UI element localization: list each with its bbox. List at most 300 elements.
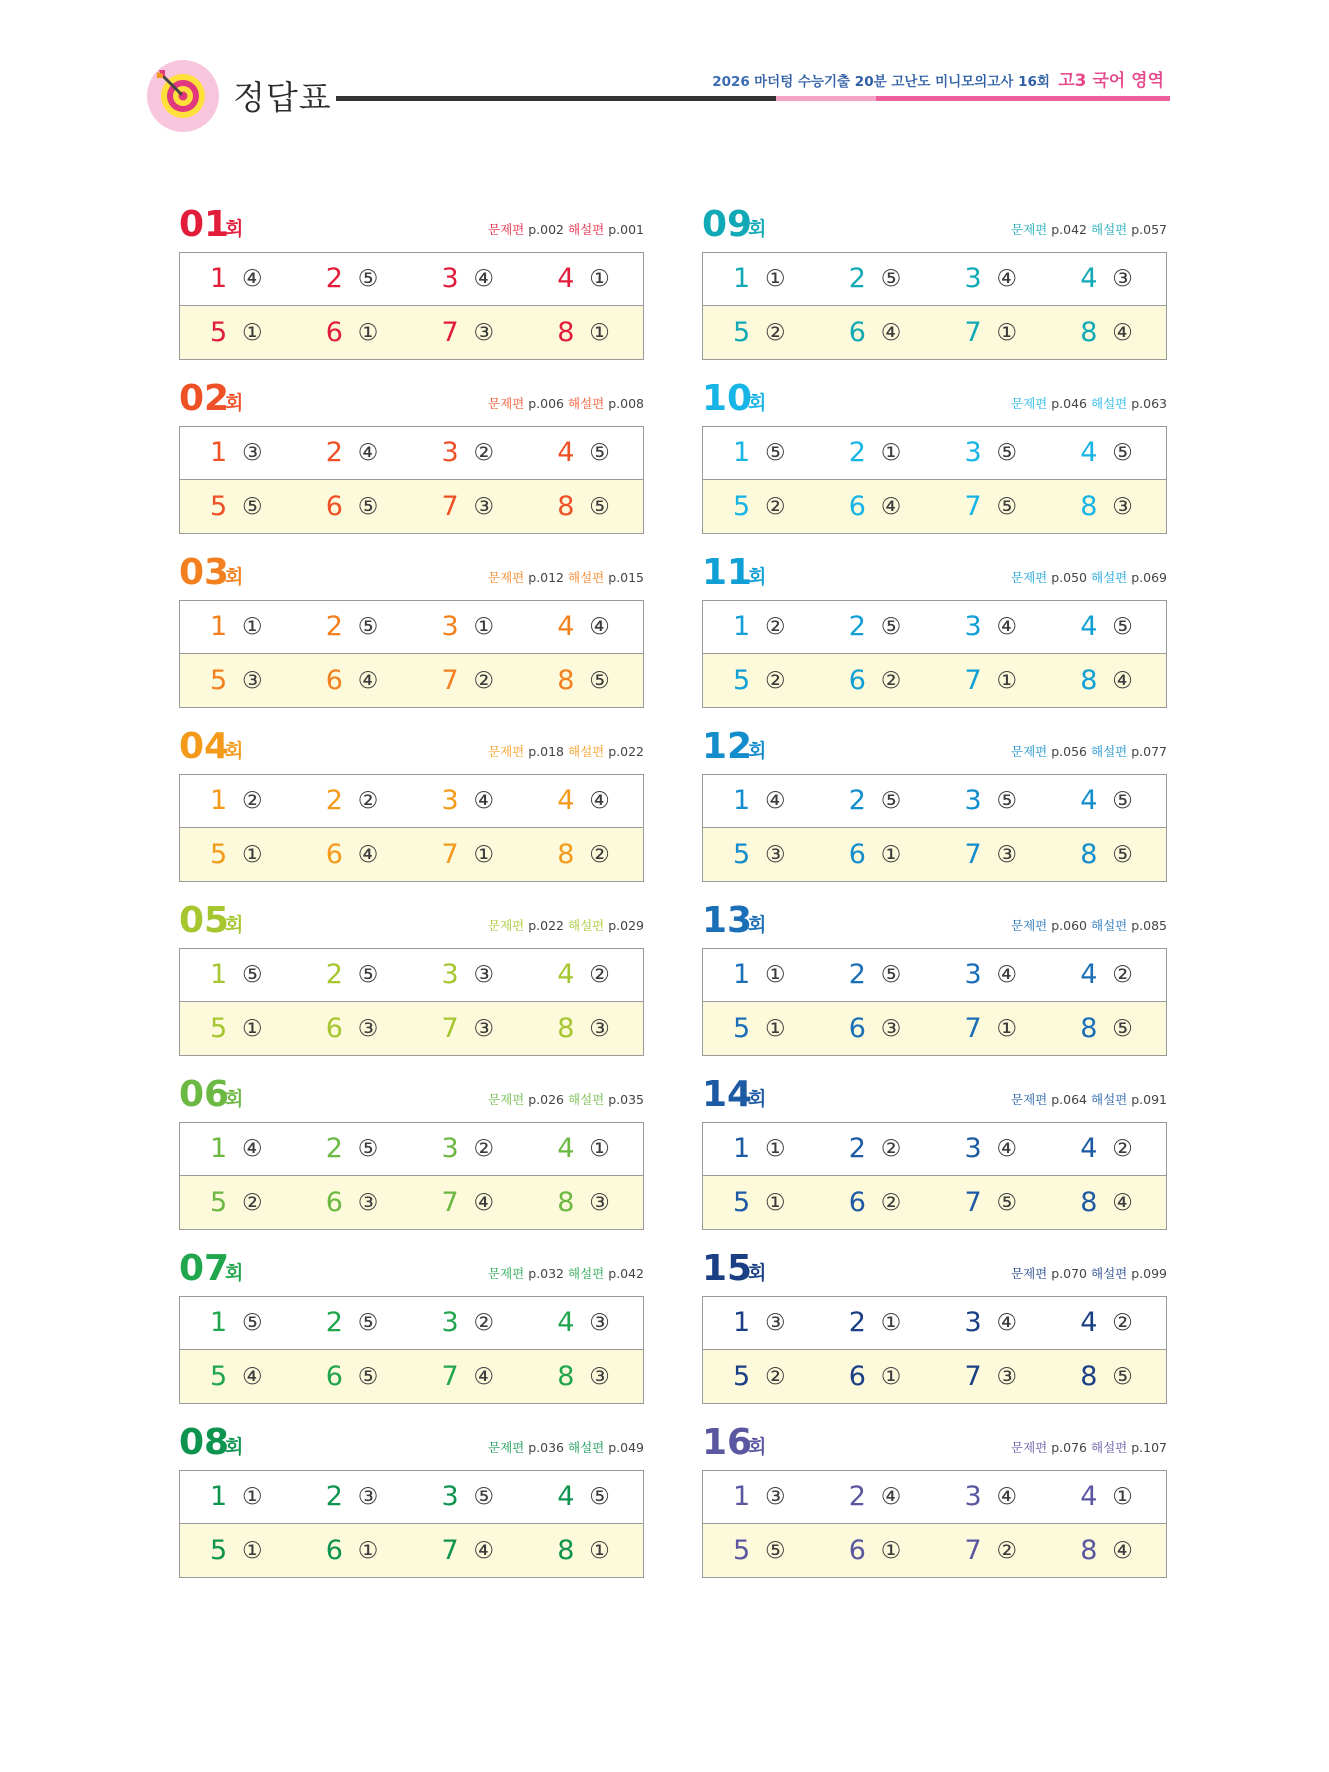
answer-choice: ③ [473,962,495,988]
answer-grid [179,1470,644,1578]
answer-choice: ② [473,1310,495,1336]
answer-choice: ① [765,1189,786,1216]
answer-cell [527,1524,643,1577]
answer-cell [296,775,412,827]
answer-row-top [180,253,643,306]
answer-cell [180,828,296,881]
answer-choice: ② [242,1189,263,1216]
answer-cell [527,1297,643,1349]
question-number: 2 [325,263,343,294]
answer-choice: ④ [242,1363,263,1390]
round-number: 06 [179,1074,230,1115]
question-number: 8 [557,664,575,696]
answer-block-header [702,1418,1167,1470]
answer-choice: ⑤ [996,493,1018,520]
answer-grid [179,948,644,1056]
question-number: 7 [441,490,459,522]
answer-grid [179,600,644,708]
answer-choice: ② [765,667,786,694]
problem-page: p.018 [528,744,565,759]
question-number: 8 [557,1360,575,1392]
answer-grid [702,252,1167,360]
question-number: 6 [848,1186,866,1218]
answer-choice: ② [765,1363,786,1390]
answer-choice: ⑤ [357,614,379,640]
round-suffix: 회 [748,392,767,414]
answer-choice: ④ [880,1484,902,1510]
answer-choice: ④ [1112,667,1133,694]
answer-choice: ① [242,1015,263,1042]
question-number: 2 [325,1133,343,1164]
problem-page: p.042 [1051,222,1088,237]
question-number: 2 [325,785,343,816]
answer-cell [1050,828,1166,881]
solution-page: p.057 [1131,222,1167,237]
question-number: 3 [964,1133,982,1164]
question-number: 1 [210,959,228,990]
page-references [1011,1090,1167,1108]
answer-cell [296,480,412,533]
question-number: 4 [1080,785,1098,816]
problem-book-label: 문제편 [488,222,525,237]
answer-cell [296,1350,412,1403]
answer-choice: ⑤ [880,614,902,640]
problem-book-label: 문제편 [1011,744,1048,759]
round-suffix: 회 [748,740,767,762]
problem-book-label: 문제편 [1011,570,1048,585]
answer-cell [703,1176,819,1229]
question-number: 7 [964,1534,982,1566]
answer-cell [1050,480,1166,533]
answer-choice: ⑤ [242,1310,263,1336]
round-number: 09 [702,204,753,245]
answer-cell [296,1297,412,1349]
question-number: 1 [733,611,751,642]
solution-page: p.091 [1131,1092,1167,1107]
round-number: 16 [702,1422,753,1463]
answer-row-bottom [180,1002,643,1055]
answer-grid [179,1122,644,1230]
answer-cell [180,1350,296,1403]
answer-row-bottom [180,1350,643,1403]
answer-cell [1050,1297,1166,1349]
answer-cell [412,1471,528,1523]
page-references [1011,742,1167,760]
answer-row-top [703,949,1166,1002]
answer-cell [527,654,643,707]
answer-choice: ① [242,319,263,346]
answer-row-bottom [180,1524,643,1577]
answer-choice: ④ [996,1484,1018,1510]
answer-row-bottom [180,654,643,707]
answer-cell [296,1123,412,1175]
question-number: 3 [441,1133,459,1164]
answer-cell [819,601,935,653]
problem-page: p.036 [528,1440,565,1455]
answer-choice: ② [242,788,263,814]
solution-book-label: 해설편 [1091,1092,1128,1107]
answer-cell [180,949,296,1001]
book-info [712,66,1164,91]
problem-book-label: 문제편 [488,570,525,585]
answer-choice: ② [473,440,495,466]
answer-choice: ① [880,440,902,466]
answer-cell [527,949,643,1001]
answer-cell [527,1002,643,1055]
solution-page: p.069 [1131,570,1167,585]
answer-choice: ② [880,1136,902,1162]
answer-row-bottom [180,306,643,359]
answer-block-header [179,722,644,774]
answer-choice: ③ [357,1484,379,1510]
answer-cell [819,1297,935,1349]
question-number: 1 [210,611,228,642]
question-number: 2 [848,437,866,468]
round-suffix: 회 [225,566,244,588]
answer-cell [1050,1002,1166,1055]
answer-row-top [180,1123,643,1176]
answer-cell [296,828,412,881]
answer-cell [935,775,1051,827]
question-number: 6 [325,316,343,348]
answer-grid [702,774,1167,882]
answer-cell [935,1123,1051,1175]
answer-cell [703,828,819,881]
answer-choice: ⑤ [242,493,263,520]
question-number: 2 [325,959,343,990]
page-references [488,742,644,760]
round-suffix: 회 [225,914,244,936]
answer-row-bottom [180,828,643,881]
question-number: 5 [733,316,751,348]
answer-choice: ④ [357,440,379,466]
answer-choice: ③ [242,667,263,694]
answer-block-header [179,374,644,426]
answer-cell [819,253,935,305]
question-number: 4 [557,611,575,642]
answer-cell [703,601,819,653]
answer-choice: ⑤ [357,493,379,520]
left-column [179,200,644,1592]
problem-page: p.006 [528,396,565,411]
answer-cell [527,1123,643,1175]
answer-cell [935,654,1051,707]
question-number: 5 [733,1012,751,1044]
round-number: 03 [179,552,230,593]
answer-block-header [702,722,1167,774]
answer-block-header [179,1070,644,1122]
round-suffix: 회 [225,392,244,414]
answer-cell [180,601,296,653]
question-number: 5 [733,1186,751,1218]
question-number: 1 [210,1481,228,1512]
answer-cell [935,1297,1051,1349]
question-number: 7 [441,664,459,696]
answer-choice: ② [589,841,610,868]
answer-choice: ③ [589,1363,610,1390]
answer-cell [180,1471,296,1523]
book-title: 마더텅 수능기출 20분 고난도 미니모의고사 16회 [754,74,1050,90]
answer-choice: ⑤ [589,667,610,694]
answer-grid [702,948,1167,1056]
question-number: 7 [441,1534,459,1566]
answer-row-top [180,601,643,654]
solution-page: p.063 [1131,396,1167,411]
answer-choice: ② [880,1189,902,1216]
answer-row-bottom [703,480,1166,533]
question-number: 3 [964,959,982,990]
answer-row-top [180,427,643,480]
answer-choice: ④ [242,1136,263,1162]
answer-choice: ① [765,962,786,988]
answer-cell [703,1002,819,1055]
target-logo-icon [147,60,219,132]
answer-cell [180,1176,296,1229]
question-number: 4 [1080,1307,1098,1338]
question-number: 2 [848,1307,866,1338]
problem-page: p.022 [528,918,565,933]
answer-choice: ④ [996,1136,1018,1162]
answer-choice: ③ [242,440,263,466]
question-number: 3 [441,263,459,294]
page-title: 정답표 [233,78,332,117]
answer-choice: ① [880,1310,902,1336]
problem-book-label: 문제편 [488,1092,525,1107]
answer-choice: ③ [473,1015,495,1042]
answer-cell [819,1471,935,1523]
answer-row-top [180,775,643,828]
answer-cell [1050,949,1166,1001]
answer-choice: ⑤ [589,1484,610,1510]
answer-cell [819,775,935,827]
solution-book-label: 해설편 [568,1266,605,1281]
question-number: 6 [848,1534,866,1566]
question-number: 5 [210,490,228,522]
answer-choice: ⑤ [765,1537,786,1564]
answer-row-bottom [703,306,1166,359]
round-number: 13 [702,900,753,941]
problem-book-label: 문제편 [1011,1440,1048,1455]
answer-choice: ① [242,1537,263,1564]
answer-choice: ④ [473,788,495,814]
answer-cell [412,1524,528,1577]
answer-cell [1050,601,1166,653]
solution-page: p.099 [1131,1266,1167,1281]
answer-cell [819,949,935,1001]
question-number: 6 [848,838,866,870]
answer-choice: ① [1112,1484,1133,1510]
answer-choice: ④ [589,788,610,814]
question-number: 3 [441,785,459,816]
answer-choice: ② [765,614,786,640]
answer-choice: ③ [765,841,786,868]
answer-cell [819,828,935,881]
answer-cell [296,949,412,1001]
question-number: 4 [557,1307,575,1338]
answer-choice: ④ [880,493,902,520]
answer-cell [703,1350,819,1403]
solution-page: p.035 [608,1092,644,1107]
question-number: 2 [325,1481,343,1512]
answer-choice: ④ [996,266,1018,292]
answer-choice: ⑤ [1112,788,1133,814]
answer-cell [1050,1524,1166,1577]
answer-choice: ② [765,319,786,346]
answer-cell [703,1123,819,1175]
problem-book-label: 문제편 [1011,396,1048,411]
answer-choice: ⑤ [357,266,379,292]
answer-cell [703,1471,819,1523]
solution-book-label: 해설편 [568,222,605,237]
question-number: 6 [325,664,343,696]
answer-cell [819,1176,935,1229]
answer-cell [296,427,412,479]
answer-cell [180,427,296,479]
answer-choice: ⑤ [1112,1015,1133,1042]
answer-block-header [179,200,644,252]
answer-block-header [702,1070,1167,1122]
answer-cell [412,654,528,707]
solution-book-label: 해설편 [1091,396,1128,411]
answer-cell [412,775,528,827]
question-number: 8 [557,1186,575,1218]
question-number: 5 [210,838,228,870]
question-number: 8 [1080,838,1098,870]
answer-cell [527,828,643,881]
answer-cell [527,306,643,359]
answer-cell [703,775,819,827]
question-number: 3 [441,1481,459,1512]
answer-choice: ④ [1112,319,1133,346]
answer-choice: ③ [996,841,1018,868]
answer-choice: ① [473,841,495,868]
question-number: 7 [964,490,982,522]
answer-choice: ① [765,1136,786,1162]
answer-choice: ⑤ [1112,1363,1133,1390]
question-number: 8 [557,1012,575,1044]
answer-block-header [702,200,1167,252]
question-number: 8 [1080,664,1098,696]
question-number: 1 [733,1133,751,1164]
question-number: 1 [210,1307,228,1338]
answer-cell [180,306,296,359]
answer-cell [819,1524,935,1577]
question-number: 2 [848,611,866,642]
question-number: 8 [557,490,575,522]
question-number: 6 [325,838,343,870]
question-number: 6 [325,1360,343,1392]
question-number: 7 [441,1360,459,1392]
answer-choice: ④ [357,667,379,694]
answer-choice: ⑤ [1112,440,1133,466]
answer-choice: ⑤ [473,1484,495,1510]
answer-choice: ① [880,1363,902,1390]
answer-choice: ① [357,1537,379,1564]
answer-cell [1050,654,1166,707]
question-number: 2 [325,611,343,642]
question-number: 3 [964,1481,982,1512]
question-number: 7 [441,838,459,870]
solution-page: p.015 [608,570,644,585]
answer-cell [1050,1350,1166,1403]
solution-book-label: 해설편 [568,570,605,585]
question-number: 7 [964,838,982,870]
answer-cell [1050,253,1166,305]
problem-book-label: 문제편 [1011,1266,1048,1281]
question-number: 1 [210,263,228,294]
answer-choice: ⑤ [996,788,1018,814]
answer-choice: ④ [473,1363,495,1390]
answer-choice: ④ [589,614,610,640]
answer-choice: ① [765,266,786,292]
answer-block [702,722,1167,896]
answer-block [702,1418,1167,1592]
question-number: 1 [733,437,751,468]
answer-cell [935,1524,1051,1577]
question-number: 8 [557,316,575,348]
answer-grid [702,1296,1167,1404]
problem-book-label: 문제편 [488,918,525,933]
question-number: 8 [1080,1360,1098,1392]
answer-row-bottom [703,1176,1166,1229]
answer-cell [527,1471,643,1523]
question-number: 5 [733,1360,751,1392]
answer-choice: ① [996,319,1018,346]
answer-cell [935,828,1051,881]
solution-book-label: 해설편 [1091,744,1128,759]
answer-row-top [180,949,643,1002]
answer-cell [412,427,528,479]
answer-grid [702,600,1167,708]
answer-cell [296,1471,412,1523]
question-number: 6 [325,1186,343,1218]
answer-grid [179,1296,644,1404]
page-header [0,0,1329,140]
round-suffix: 회 [748,1262,767,1284]
answer-row-top [703,1297,1166,1350]
round-suffix: 회 [225,218,244,240]
answer-cell [819,1123,935,1175]
page-references [1011,394,1167,412]
question-number: 8 [1080,1012,1098,1044]
round-suffix: 회 [748,914,767,936]
answer-choice: ④ [996,962,1018,988]
question-number: 2 [848,1133,866,1164]
answer-cell [296,1524,412,1577]
answer-cell [935,601,1051,653]
answer-row-top [703,775,1166,828]
question-number: 6 [325,490,343,522]
problem-page: p.070 [1051,1266,1088,1281]
question-number: 5 [210,316,228,348]
answer-block [702,896,1167,1070]
answer-cell [935,427,1051,479]
question-number: 7 [441,1186,459,1218]
question-number: 4 [557,1133,575,1164]
answer-block [179,1070,644,1244]
answer-choice: ① [242,1484,263,1510]
answer-cell [819,1002,935,1055]
answer-cell [296,253,412,305]
question-number: 7 [441,316,459,348]
answer-choice: ⑤ [589,493,610,520]
problem-page: p.076 [1051,1440,1088,1455]
page-references [1011,220,1167,238]
question-number: 7 [964,1012,982,1044]
round-number: 07 [179,1248,230,1289]
answer-block-header [702,1244,1167,1296]
answer-cell [180,480,296,533]
